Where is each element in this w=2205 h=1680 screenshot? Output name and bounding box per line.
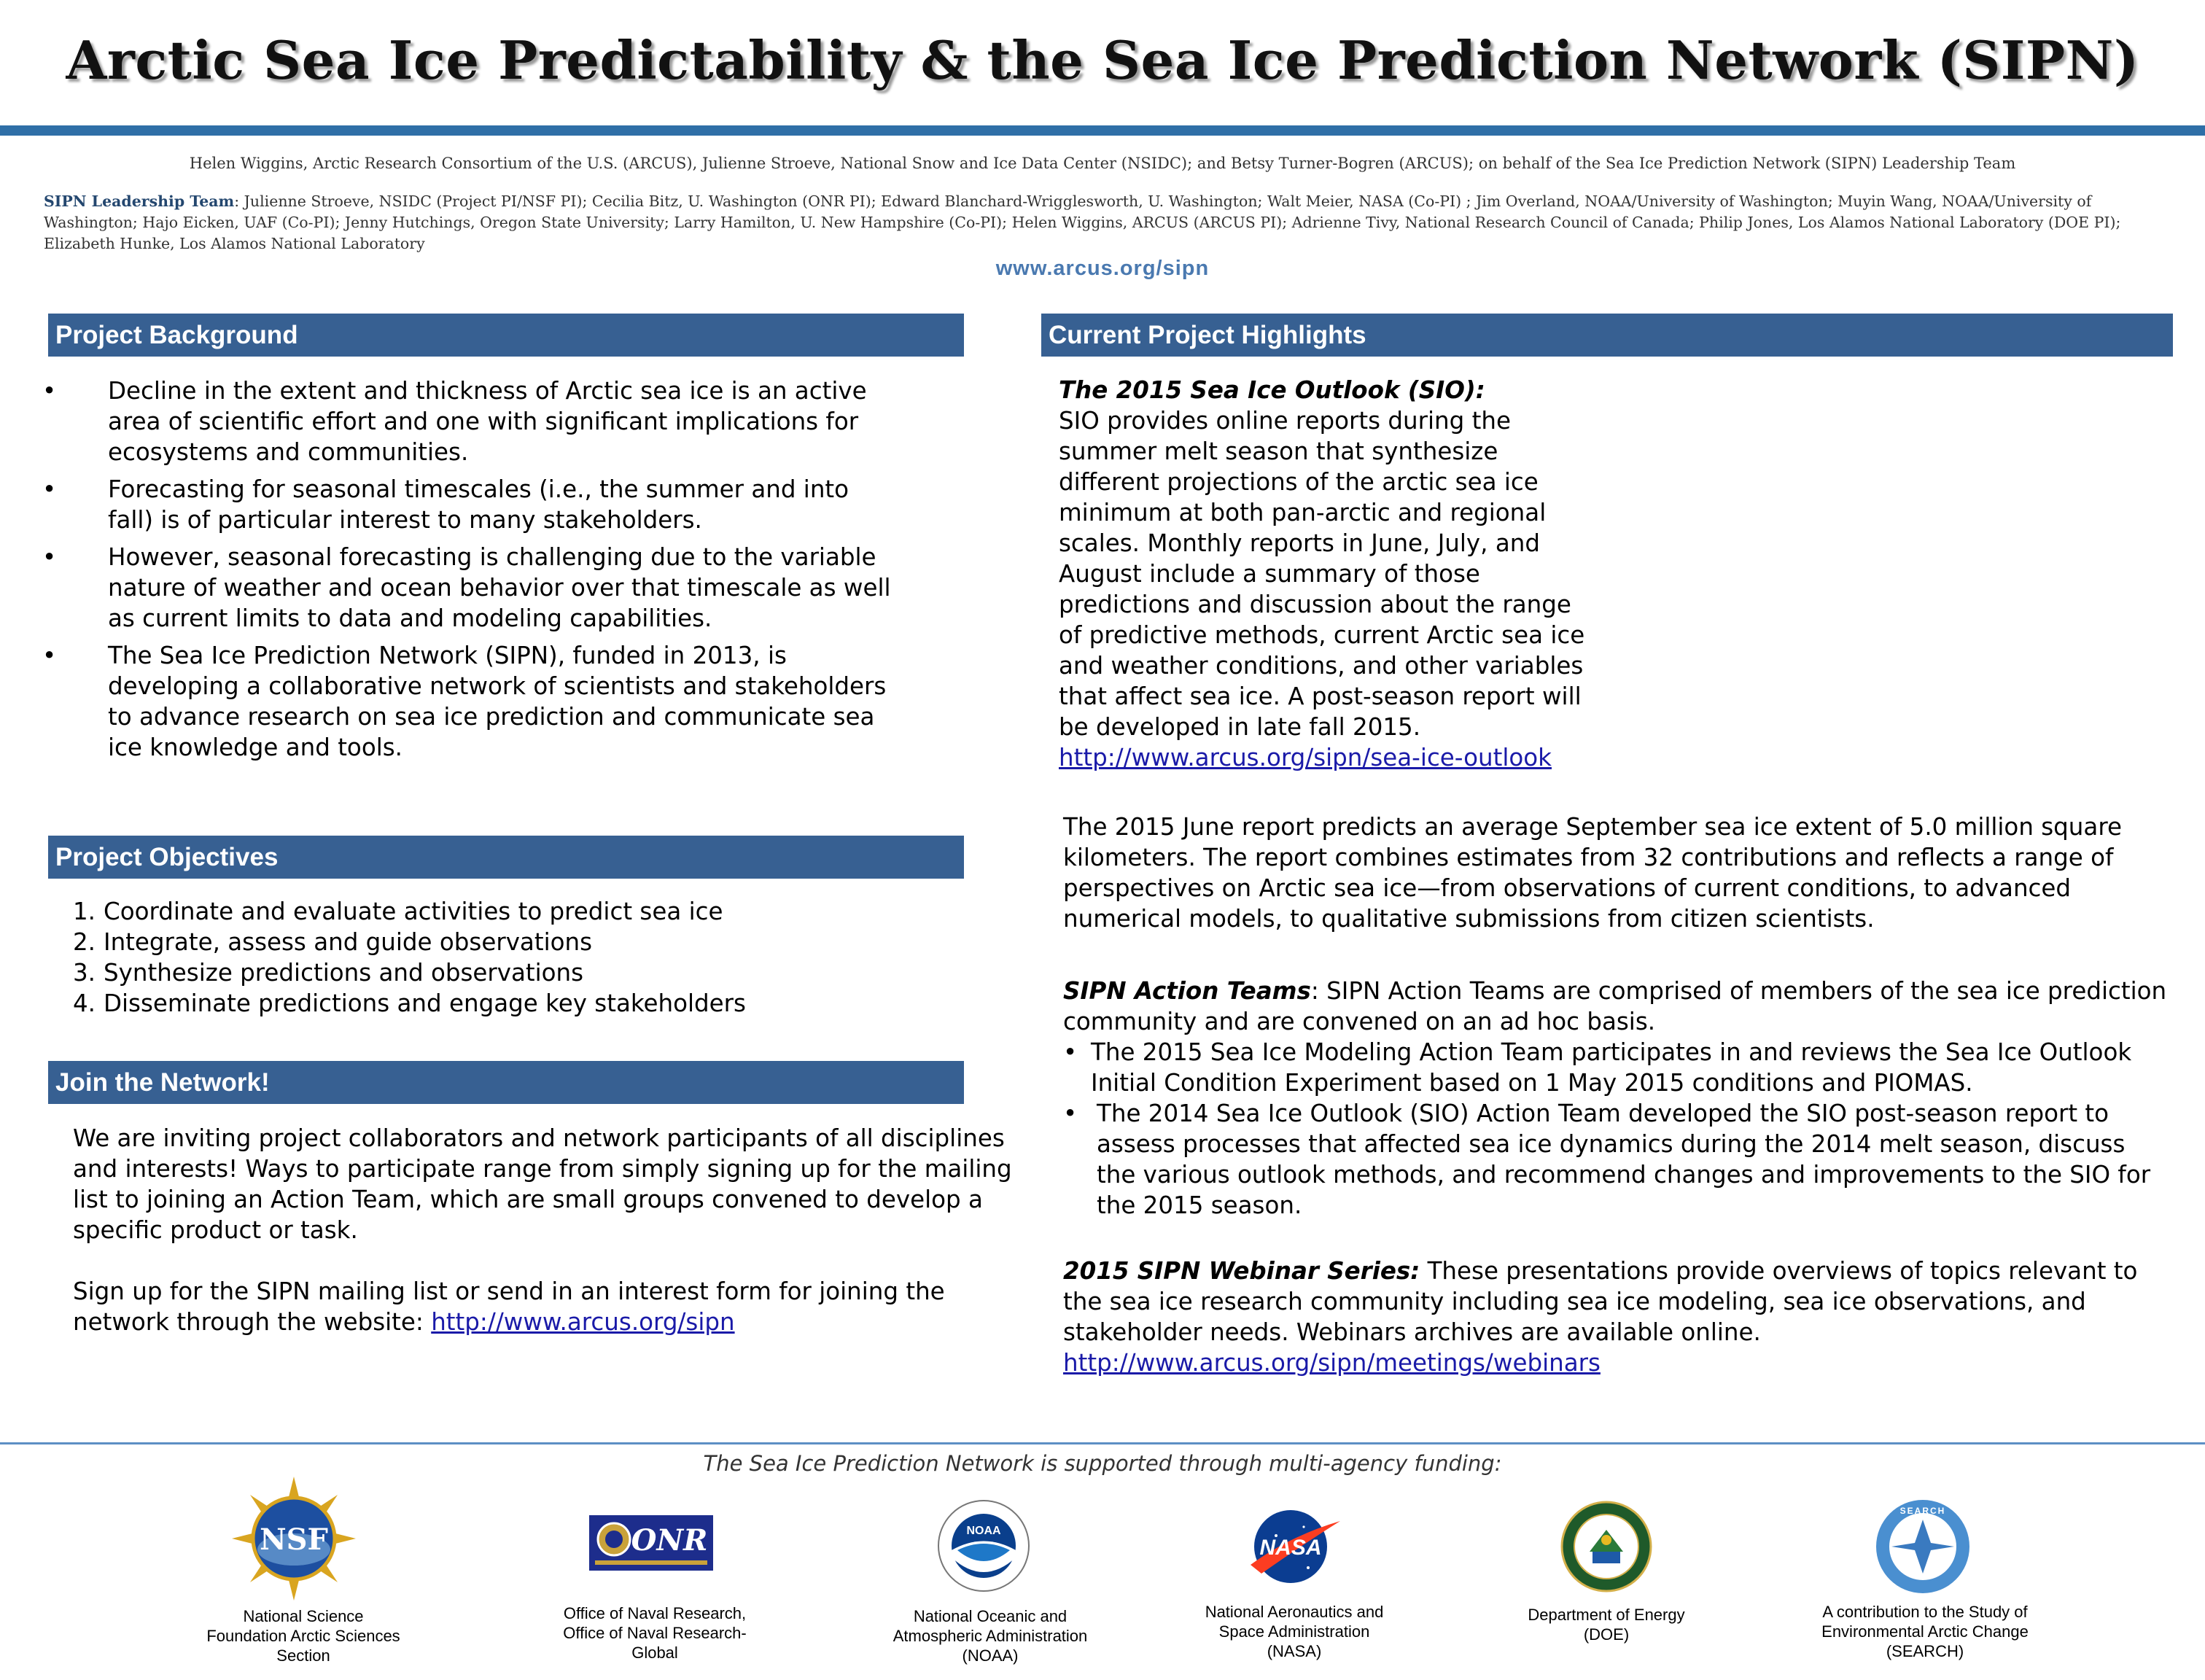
list-item [1063,1098,2171,1221]
onr-logo-text: ONR [631,1523,708,1558]
list-number: 2. [73,928,96,956]
bullet: • [1063,1038,1078,1066]
project-objectives-list [73,896,948,1019]
search-caption: A contribution to the Study of Environmental Arctic Change (SEARCH) [1821,1603,2029,1660]
leadership-team [44,191,2158,254]
poster-title: Arctic Sea Ice Predictability & the Sea Ice Prediction Network (SIPN) [66,29,2139,91]
list-item-text: Synthesize predictions and observations [104,959,584,987]
list-item-text: The Sea Ice Prediction Network (SIPN), funded in 2013, is developing a collaborative network of scientists and stakeholders to advance research on sea ice prediction and communicate sea ice knowledge and tools. [108,642,887,761]
sio-block [1059,375,1598,773]
nsf-logo [232,1477,356,1601]
sio-text: SIO provides online reports during the summer melt season that synthesize different projections of the arctic sea ice minimum at both pan-arctic and regional scales. Monthly reports in June, July, and August include a summary of those predictions and discussion about the range of predictive methods, current Arctic sea ice and weather conditions, and other variables that affect sea ice. A post-season report will be developed in late fall 2015. [1059,407,1585,741]
join-network-body [73,1123,1021,1337]
action-teams-title: SIPN Action Teams [1063,977,1311,1005]
list-item-text: The 2015 Sea Ice Modeling Action Team participates in and reviews the Sea Ice Outlook Initial Condition Experiment based on 1 May 2015 conditions and PIOMAS. [1091,1038,2132,1097]
list-item-text: Coordinate and evaluate activities to predict sea ice [104,898,723,925]
list-item [42,640,895,763]
action-teams-text: : SIPN Action Teams are comprised of members of the sea ice prediction community and are convened on an ad hoc basis. [1063,977,2167,1035]
bullet: • [42,377,57,405]
title-divider [0,125,2205,136]
webinar-paragraph [1063,1256,2171,1348]
nasa-logo-text: NASA [1259,1536,1322,1560]
join-paragraph: We are inviting project collaborators and network participants of all disciplines and interests! Ways to participate range from simply signing up for the mailing list to joining an Action Team, which are small groups convened to develop a specific product or task. [73,1124,1012,1244]
noaa-logo [937,1499,1030,1592]
list-item-text: Integrate, assess and guide observations [104,928,593,956]
nasa-caption: National Aeronautics and Space Administration (NASA) [1205,1603,1384,1660]
authors-line: Helen Wiggins, Arctic Research Consortium of the U.S. (ARCUS), Julienne Stroeve, National Snow and Ice Data Center (NSIDC); and Betsy Turner-Bogren (ARCUS); on behalf of the Sea Ice Prediction Network (SIPN) Leadership Team [189,155,2016,172]
project-background-list [42,376,895,769]
list-number: 1. [73,898,96,925]
webinar-text: These presentations provide overviews of topics relevant to the sea ice research community including sea ice modeling, sea ice observations, and stakeholder needs. Webinars archives are available online. [1063,1257,2138,1346]
doe-logo [1560,1501,1652,1592]
list-item [1063,1037,2171,1098]
bullet: • [1063,1100,1078,1127]
webinar-title: 2015 SIPN Webinar Series: [1063,1257,1420,1285]
list-item [42,474,895,535]
website-link[interactable]: www.arcus.org/sipn [995,257,1210,280]
list-item [73,927,948,957]
nasa-logo [1247,1506,1342,1587]
sipn-link[interactable]: http://www.arcus.org/sipn [431,1308,735,1336]
project-background-heading: Project Background [48,314,964,357]
noaa-caption: National Oceanic and Atmospheric Administration (NOAA) [892,1607,1088,1665]
nsf-caption: National Science Foundation Arctic Sciences Section [206,1607,400,1665]
sio-title: The 2015 Sea Ice Outlook (SIO): [1059,376,1485,404]
bullet: • [42,475,57,503]
current-highlights-heading: Current Project Highlights [1041,314,2173,357]
footer-divider [0,1442,2205,1444]
list-item [42,376,895,467]
list-item-text: The 2014 Sea Ice Outlook (SIO) Action Team developed the SIO post-season report to assess processes that affected sea ice dynamics during the 2014 melt season, discuss the various outlook methods, and recommend changes and improvements to the SIO for the 2015 season. [1097,1100,2151,1219]
project-objectives-heading: Project Objectives [48,836,964,879]
bullet: • [42,543,57,571]
search-logo-text: SEARCH [1899,1506,1946,1516]
bullet: • [42,642,57,669]
list-item [73,896,948,927]
list-number: 3. [73,959,96,987]
onr-caption: Office of Naval Research, Office of Naval Research- Global [563,1604,747,1662]
webinar-link[interactable]: http://www.arcus.org/sipn/meetings/webinars [1063,1349,1601,1377]
webinar-block [1063,1256,2171,1378]
action-teams-block [1063,976,2171,1221]
list-item-text: Decline in the extent and thickness of Arctic sea ice is an active area of scientific effort and one with significant implications for ecosystems and communities. [108,377,867,466]
june-report: The 2015 June report predicts an average September sea ice extent of 5.0 million square kilometers. The report combines estimates from 32 contributions and reflects a range of perspectives on Arctic sea ice—from observations of current conditions, to advanced numerical models, to qualitative submissions from citizen scientists. [1063,813,2122,933]
action-teams-intro [1063,976,2171,1037]
list-item-text: Disseminate predictions and engage key stakeholders [104,989,746,1017]
leadership-text: : Julienne Stroeve, NSIDC (Project PI/NSF PI); Cecilia Bitz, U. Washington (ONR PI); Edward Blanchard-Wrigglesworth, U. Washington; Walt Meier, NASA (Co-PI) ; Jim Overland, NOAA/University of Washington; Muyin Wang, NOAA/University of Washington; Hajo Eicken, UAF (Co-PI); Jenny Hutchings, Oregon State University; Larry Hamilton, U. New Hampshire (Co-PI); Helen Wiggins, ARCUS (ARCUS PI); Adrienne Tivy, National Research Council of Canada; Philip Jones, Los Alamos National Laboratory (DOE PI); Elizabeth Hunke, Los Alamos National Laboratory [44,192,2121,252]
sio-link[interactable]: http://www.arcus.org/sipn/sea-ice-outlook [1059,744,1552,771]
list-item-text: However, seasonal forecasting is challenging due to the variable nature of weather and ocean behavior over that timescale as well as current limits to data and modeling capabilities. [108,543,891,632]
list-number: 4. [73,989,96,1017]
search-logo [1874,1498,1972,1595]
doe-caption: Department of Energy (DOE) [1528,1606,1685,1644]
signup-text: Sign up for the SIPN mailing list or send in an interest form for joining the network through the website: [73,1278,945,1336]
leadership-label: SIPN Leadership Team [44,192,235,210]
list-item-text: Forecasting for seasonal timescales (i.e., the summer and into fall) is of particular interest to many stakeholders. [108,475,849,534]
nsf-logo-text: NSF [260,1522,328,1557]
signup-paragraph [73,1276,1021,1337]
list-item [73,988,948,1019]
onr-logo [589,1515,713,1571]
funding-note: The Sea Ice Prediction Network is supported through multi-agency funding: [703,1451,1502,1476]
list-item [42,542,895,634]
list-item [73,957,948,988]
join-network-heading: Join the Network! [48,1061,964,1104]
noaa-logo-text: NOAA [966,1525,1001,1537]
